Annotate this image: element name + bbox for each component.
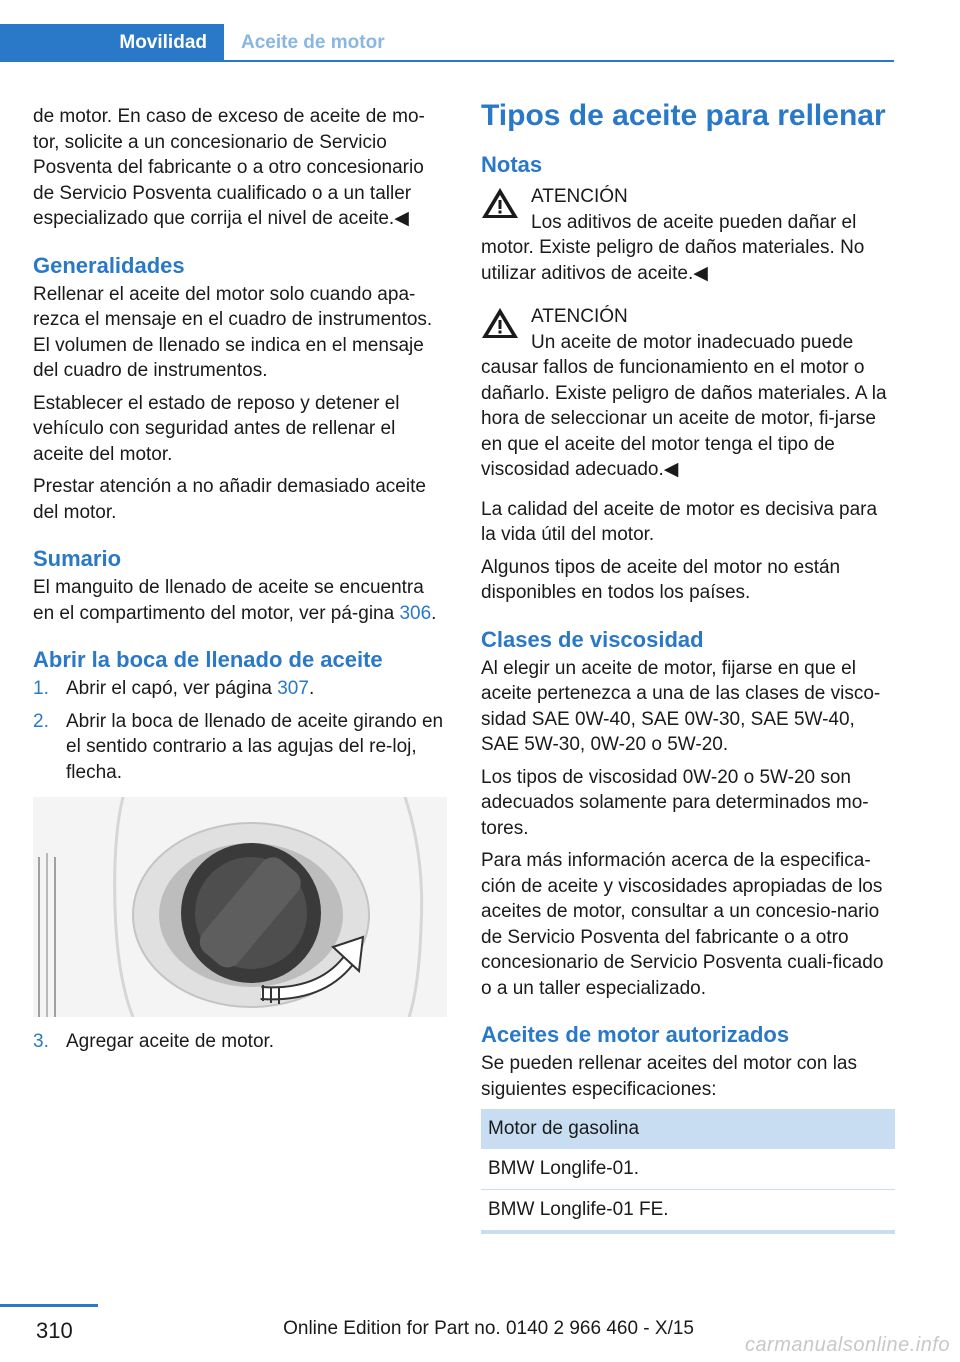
quality-paragraph: La calidad del aceite de motor es decisiva para la vida útil del motor. bbox=[481, 498, 878, 545]
step-2 bbox=[33, 709, 447, 786]
heading-abrir-boca: Abrir la boca de llenado de aceite bbox=[33, 647, 383, 672]
warning-2-body: causar fallos de funcionamiento en el motor o dañarlo. Existe peligro de daños materiales. A la hora de seleccionar un aceite de motor, fi‐jarse en que el aceite del motor tenga el tipo de viscosidad adecuado.◀ bbox=[481, 357, 887, 480]
heading-aceites-autorizados: Aceites de motor autorizados bbox=[481, 1022, 790, 1047]
page-number: 310 bbox=[36, 1318, 73, 1343]
step-3-number: 3. bbox=[33, 1031, 49, 1052]
step-2-number: 2. bbox=[33, 710, 49, 732]
step-1-number: 1. bbox=[33, 678, 49, 699]
oil-filler-cap-illustration bbox=[33, 797, 447, 1017]
warning-box-1 bbox=[481, 184, 895, 286]
page-number-rule bbox=[0, 1304, 98, 1307]
step-3 bbox=[33, 1029, 447, 1055]
tab-aceite-de-motor[interactable]: Aceite de motor bbox=[241, 32, 385, 53]
viscosity-paragraph-1: Al elegir un aceite de motor, fijarse en que el aceite pertenezca a una de las clases de visco‐sidad SAE 0W-40, SAE 0W-30, SAE 5W-40, SAE 5W-30, 0W-20 o 5W-20. bbox=[481, 657, 881, 755]
heading-clases-viscosidad: Clases de viscosidad bbox=[481, 626, 704, 652]
warning-1-lead: Los aditivos de aceite pueden dañar el bbox=[531, 211, 857, 233]
sumario-paragraph bbox=[33, 575, 447, 626]
generalidades-paragraph-2: Establecer el estado de reposo y detener el vehículo con seguridad antes de rellenar el aceite del motor. bbox=[33, 392, 400, 465]
watermark: carmanualsonline.info bbox=[744, 1334, 950, 1356]
sumario-end: . bbox=[431, 602, 437, 624]
heading-notas: Notas bbox=[481, 152, 543, 177]
heading-generalidades: Generalidades bbox=[33, 252, 185, 278]
availability-paragraph: Algunos tipos de aceite del motor no están disponibles en todos los países. bbox=[481, 556, 841, 603]
warning-box-2 bbox=[481, 304, 895, 483]
step-3-text: Agregar aceite de motor. bbox=[66, 1031, 275, 1052]
right-column bbox=[481, 99, 895, 1234]
step-2-text: Abrir la boca de llenado de aceite girando en el sentido contrario a las agujas del re‐loj, flecha. bbox=[66, 710, 444, 783]
left-column bbox=[33, 104, 447, 1062]
steps-list bbox=[33, 676, 447, 785]
header-divider bbox=[224, 60, 894, 62]
warning-2-lead: Un aceite de motor inadecuado puede bbox=[531, 331, 854, 353]
step-1-body bbox=[66, 676, 314, 702]
viscosity-paragraph-3: Para más información acerca de la especifica‐ción de aceite y viscosidades apropiadas de los aceites de motor, consultar a un concesio‐nario de Servicio Posventa del fabricante o a otro concesionario de Servicio Posventa cuali‐ficado o a un taller especializado. bbox=[481, 850, 884, 999]
generalidades-paragraph-3: Prestar atención a no añadir demasiado aceite del motor. bbox=[33, 476, 426, 523]
warning-1-title: ATENCIÓN bbox=[531, 186, 628, 207]
warning-2-title: ATENCIÓN bbox=[531, 306, 628, 327]
table-cell: BMW Longlife-01 FE. bbox=[481, 1190, 895, 1233]
page-link-307[interactable]: 307 bbox=[277, 678, 309, 699]
authorized-paragraph: Se pueden rellenar aceites del motor con las siguientes especificaciones: bbox=[481, 1053, 858, 1100]
section-title: Tipos de aceite para rellenar bbox=[481, 99, 886, 132]
oil-cap-drawing bbox=[33, 797, 447, 1017]
step-1 bbox=[33, 676, 447, 702]
heading-sumario: Sumario bbox=[33, 546, 122, 571]
warning-1-body: motor. Existe peligro de daños materiales. No utilizar aditivos de aceite.◀ bbox=[481, 237, 865, 284]
tab-movilidad[interactable]: Movilidad bbox=[0, 24, 224, 62]
steps-list-continued bbox=[33, 1029, 447, 1055]
sumario-text: El manguito de llenado de aceite se encuentra en el compartimento del motor, ver pá‐gina bbox=[33, 577, 424, 624]
step-1-end: . bbox=[308, 678, 315, 699]
viscosity-paragraph-2: Los tipos de viscosidad 0W-20 o 5W-20 son adecuados solamente para determinados mo‐tores. bbox=[481, 766, 869, 839]
oil-spec-table bbox=[481, 1109, 895, 1234]
footer-edition: Online Edition for Part no. 0140 2 966 460 - X/15 bbox=[283, 1318, 694, 1339]
step-1-text: Abrir el capó, ver página bbox=[66, 678, 278, 699]
warning-triangle-icon bbox=[481, 186, 519, 220]
table-header-cell: Motor de gasolina bbox=[481, 1109, 895, 1149]
warning-triangle-icon bbox=[481, 306, 519, 340]
table-cell: BMW Longlife-01. bbox=[481, 1149, 895, 1190]
table-row bbox=[481, 1149, 895, 1190]
generalidades-paragraph-1: Rellenar el aceite del motor solo cuando apa‐rezca el mensaje en el cuadro de instrumentos. El volumen de llenado se indica en el mensaje del cuadro de instrumentos. bbox=[33, 283, 433, 381]
intro-paragraph: de motor. En caso de exceso de aceite de mo‐tor, solicite a un concesionario de Servicio Posventa del fabricante o a otro concesionario de Servicio Posventa cualificado o a un taller especializado que corrija el nivel de aceite.◀ bbox=[33, 106, 425, 229]
header-tabs bbox=[0, 24, 894, 62]
table-row bbox=[481, 1190, 895, 1233]
page-link-306[interactable]: 306 bbox=[399, 602, 432, 624]
table-header-row bbox=[481, 1109, 895, 1149]
